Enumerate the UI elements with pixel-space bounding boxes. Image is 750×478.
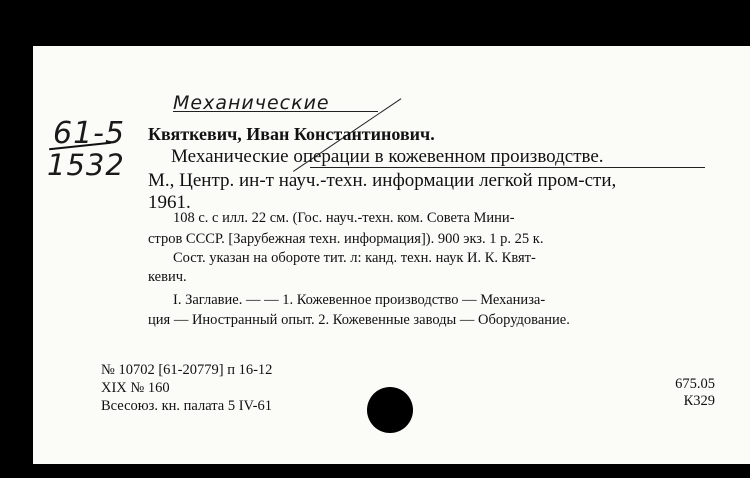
- udc-code: 675.05: [675, 376, 715, 392]
- physical-description-line-1: 108 с. с илл. 22 см. (Гос. науч.-техн. ком. Совета Мини-: [173, 210, 515, 226]
- handwritten-underline: [173, 111, 378, 112]
- note-line-2: кевич.: [148, 269, 187, 285]
- note-line-1: Сост. указан на обороте тит. л: канд. техн. наук И. К. Квят-: [173, 250, 536, 266]
- title-underline: [310, 167, 705, 168]
- cutter-code: К329: [683, 393, 715, 409]
- shelf-mark-top: 61-5: [53, 116, 126, 151]
- catalog-publisher-line: Всесоюз. кн. палата 5 IV-61: [101, 398, 272, 414]
- physical-description-line-2: стров СССР. [Зарубежная техн. информация]). 900 экз. 1 р. 25 к.: [148, 231, 544, 247]
- imprint-line-2: 1961.: [148, 192, 191, 213]
- handwritten-title: Механические: [173, 92, 330, 114]
- catalog-card: [33, 46, 750, 464]
- author-heading: Квяткевич, Иван Константинович.: [148, 124, 435, 144]
- imprint-line-1: М., Центр. ин-т науч.-техн. информации легкой пром-сти,: [148, 170, 617, 191]
- catalog-number-line-2: XIX № 160: [101, 380, 170, 396]
- catalog-number-line-1: № 10702 [61-20779] п 16-12: [101, 362, 273, 378]
- tracings-line-2: ция — Иностранный опыт. 2. Кожевенные заводы — Оборудование.: [148, 312, 570, 328]
- book-title: Механические операции в кожевенном производстве.: [171, 146, 604, 167]
- punch-hole: [367, 387, 413, 433]
- tracings-line-1: I. Заглавие. — — 1. Кожевенное производство — Механиза-: [173, 292, 546, 308]
- shelf-mark-bottom: 1532: [47, 148, 125, 182]
